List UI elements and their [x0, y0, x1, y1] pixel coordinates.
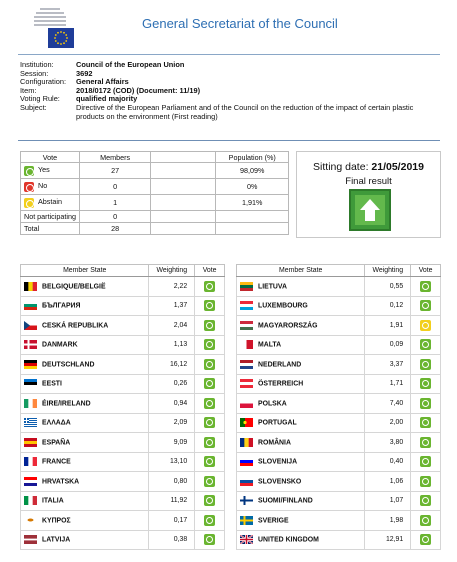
vote-cell: [411, 433, 441, 453]
member-state-cell: [21, 491, 149, 511]
member-state-cell: [21, 355, 149, 375]
member-row: [237, 355, 441, 375]
member-state-cell: [21, 530, 149, 550]
member-row: [21, 413, 225, 433]
member-state-cell: [237, 296, 365, 316]
country-flag-icon: [24, 477, 37, 486]
weighting-value: 3,37: [365, 355, 411, 375]
member-states-table-left: [20, 264, 225, 550]
sitting-date-label: Sitting date:: [313, 161, 369, 173]
weighting-value: 12,91: [365, 530, 411, 550]
vote-cell: [195, 374, 225, 394]
yes-vote-icon: [204, 456, 215, 467]
vote-cell: [195, 452, 225, 472]
weighting-value: 16,12: [149, 355, 195, 375]
vote-cell: [411, 491, 441, 511]
member-row: [21, 374, 225, 394]
info-label: Subject:: [20, 102, 47, 112]
eu-flag-icon: [48, 28, 74, 48]
member-state-name: SLOVENSKO: [258, 478, 302, 486]
vote-cell: [411, 316, 441, 336]
info-divider: [18, 140, 440, 141]
member-row: [21, 296, 225, 316]
header-divider: [18, 54, 440, 55]
member-state-name: MALTA: [258, 341, 282, 349]
weighting-value: 3,80: [365, 433, 411, 453]
yes-vote-icon: [204, 437, 215, 448]
vote-cell: [195, 335, 225, 355]
vote-row-yes: [21, 163, 289, 179]
member-state-cell: [237, 355, 365, 375]
member-state-cell: [237, 472, 365, 492]
info-value: qualified majority: [76, 94, 138, 104]
country-flag-icon: [240, 496, 253, 505]
member-state-name: ROMÂNIA: [258, 439, 291, 447]
member-row: [237, 296, 441, 316]
member-state-header: Member State: [21, 265, 149, 277]
member-row: [237, 413, 441, 433]
member-state-name: HRVATSKA: [42, 478, 80, 486]
yes-vote-icon: [420, 339, 431, 350]
member-row: [237, 335, 441, 355]
country-flag-icon: [24, 360, 37, 369]
info-value: General Affairs: [76, 77, 129, 87]
country-flag-icon: [240, 301, 253, 310]
yes-vote-icon: [420, 515, 431, 526]
country-flag-icon: [240, 399, 253, 408]
member-state-name: БЪЛГАРИЯ: [42, 302, 81, 310]
info-value: Directive of the European Parliament and of the Council on the reduction of the impact of certain plastic products on the environment (First reading): [76, 102, 414, 121]
yes-vote-icon: [420, 359, 431, 370]
member-state-cell: [237, 374, 365, 394]
country-flag-icon: [240, 535, 253, 544]
population-value: 1,91%: [216, 195, 289, 211]
member-row: [21, 394, 225, 414]
member-row: [21, 530, 225, 550]
member-state-cell: [21, 374, 149, 394]
yes-vote-icon: [420, 398, 431, 409]
weighting-value: 9,09: [149, 433, 195, 453]
vote-cell: [195, 394, 225, 414]
member-state-name: DANMARK: [42, 341, 78, 349]
member-state-name: LIETUVA: [258, 283, 287, 291]
country-flag-icon: [240, 438, 253, 447]
yes-vote-icon: [420, 437, 431, 448]
member-state-cell: [237, 413, 365, 433]
member-state-cell: [21, 316, 149, 336]
member-state-cell: [237, 530, 365, 550]
yes-vote-icon: [420, 495, 431, 506]
member-table-header: [237, 265, 441, 277]
member-state-name: SVERIGE: [258, 517, 289, 525]
member-row: [237, 316, 441, 336]
member-state-name: UNITED KINGDOM: [258, 536, 319, 544]
yes-vote-icon: [204, 417, 215, 428]
yes-vote-icon: [204, 320, 215, 331]
yes-vote-icon: [420, 534, 431, 545]
country-flag-icon: [240, 516, 253, 525]
member-state-name: LATVIJA: [42, 536, 71, 544]
yes-vote-icon: [204, 534, 215, 545]
member-state-name: LUXEMBOURG: [258, 302, 308, 310]
member-row: [21, 491, 225, 511]
yes-vote-icon: [204, 300, 215, 311]
member-row: [21, 355, 225, 375]
member-state-name: ESPAÑA: [42, 439, 71, 447]
abstain-vote-icon: [24, 198, 34, 208]
member-row: [237, 530, 441, 550]
weighting-value: 1,07: [365, 491, 411, 511]
vote-header: Vote: [195, 265, 225, 277]
country-flag-icon: [24, 340, 37, 349]
vote-cell: [195, 413, 225, 433]
member-row: [237, 472, 441, 492]
weighting-value: 0,38: [149, 530, 195, 550]
member-row: [237, 374, 441, 394]
weighting-header: Weighting: [365, 265, 411, 277]
vote-cell: [195, 530, 225, 550]
country-flag-icon: [24, 438, 37, 447]
member-row: [21, 452, 225, 472]
blank-cell: [151, 163, 216, 179]
weighting-value: 1,91: [365, 316, 411, 336]
member-state-name: EESTI: [42, 380, 62, 388]
blank-cell: [151, 179, 216, 195]
member-state-name: MAGYARORSZÁG: [258, 322, 318, 330]
country-flag-icon: [24, 399, 37, 408]
country-flag-icon: [24, 301, 37, 310]
council-logo: [20, 4, 76, 50]
member-state-name: SUOMI/FINLAND: [258, 497, 313, 505]
member-state-name: PORTUGAL: [258, 419, 297, 427]
vote-cell: [411, 472, 441, 492]
country-flag-icon: [240, 457, 253, 466]
population-header: Population (%): [216, 152, 289, 163]
member-state-cell: [21, 472, 149, 492]
member-state-cell: [237, 491, 365, 511]
member-row: [21, 277, 225, 297]
vote-row-not-participating: [21, 211, 289, 223]
up-arrow-icon: [349, 189, 391, 231]
weighting-value: 0,40: [365, 452, 411, 472]
sitting-date: [297, 161, 440, 173]
vote-row-total: [21, 223, 289, 235]
sitting-date-value: 21/05/2019: [371, 161, 424, 173]
member-row: [237, 452, 441, 472]
members-value: 27: [79, 163, 150, 179]
vote-info: [20, 61, 440, 121]
weighting-value: 1,13: [149, 335, 195, 355]
weighting-value: 13,10: [149, 452, 195, 472]
weighting-value: 1,71: [365, 374, 411, 394]
country-flag-icon: [240, 379, 253, 388]
member-state-cell: [21, 511, 149, 531]
yes-vote-icon: [420, 417, 431, 428]
member-row: [237, 277, 441, 297]
member-state-name: CESKÁ REPUBLIKA: [42, 322, 109, 330]
weighting-value: 7,40: [365, 394, 411, 414]
member-state-cell: [21, 296, 149, 316]
yes-vote-icon: [204, 398, 215, 409]
info-label: Item:: [20, 85, 37, 95]
info-row: [20, 104, 440, 121]
weighting-value: 1,06: [365, 472, 411, 492]
total-label: Total: [21, 223, 80, 235]
member-state-cell: [237, 335, 365, 355]
member-state-cell: [237, 394, 365, 414]
weighting-value: 2,00: [365, 413, 411, 433]
vote-cell: [411, 394, 441, 414]
country-flag-icon: [24, 516, 37, 525]
country-flag-icon: [24, 535, 37, 544]
population-value: 0%: [216, 179, 289, 195]
weighting-value: 1,37: [149, 296, 195, 316]
country-flag-icon: [240, 477, 253, 486]
weighting-value: 0,09: [365, 335, 411, 355]
member-state-name: ÉIRE/IRELAND: [42, 400, 91, 408]
yes-vote-icon: [204, 476, 215, 487]
member-state-cell: [21, 394, 149, 414]
member-row: [21, 433, 225, 453]
info-label: Session:: [20, 68, 49, 78]
blank-cell: [151, 195, 216, 211]
info-label: Voting Rule:: [20, 94, 60, 104]
member-state-cell: [237, 277, 365, 297]
vote-cell: [195, 316, 225, 336]
member-state-name: ITALIA: [42, 497, 64, 505]
country-flag-icon: [240, 340, 253, 349]
weighting-header: Weighting: [149, 265, 195, 277]
info-label: Configuration:: [20, 77, 67, 87]
members-value: 1: [79, 195, 150, 211]
member-row: [21, 335, 225, 355]
vote-cell: [195, 511, 225, 531]
yes-vote-icon: [420, 378, 431, 389]
vote-row-abstain: [21, 195, 289, 211]
country-flag-icon: [24, 496, 37, 505]
member-row: [21, 316, 225, 336]
blank-cell: [216, 223, 289, 235]
vote-cell: [411, 530, 441, 550]
yes-vote-icon: [204, 495, 215, 506]
vote-cell: [411, 374, 441, 394]
not-participating-label: Not participating: [21, 211, 80, 223]
yes-vote-icon: [204, 339, 215, 350]
vote-summary-table: [20, 151, 289, 235]
yes-vote-icon: [420, 476, 431, 487]
country-flag-icon: [240, 418, 253, 427]
member-state-name: SLOVENIJA: [258, 458, 298, 466]
members-value: 0: [79, 211, 150, 223]
country-flag-icon: [24, 321, 37, 330]
vote-cell: [411, 413, 441, 433]
yes-vote-icon: [204, 378, 215, 389]
yes-vote-icon: [420, 281, 431, 292]
vote-label: No: [38, 181, 48, 191]
vote-row-no: [21, 179, 289, 195]
info-value: 3692: [76, 68, 93, 78]
country-flag-icon: [24, 418, 37, 427]
vote-label-cell: [21, 163, 80, 179]
member-state-name: FRANCE: [42, 458, 71, 466]
info-value: Council of the European Union: [76, 60, 185, 69]
members-value: 28: [79, 223, 150, 235]
vote-cell: [411, 511, 441, 531]
vote-cell: [195, 296, 225, 316]
abstain-vote-icon: [420, 320, 431, 331]
vote-cell: [195, 277, 225, 297]
vote-cell: [195, 433, 225, 453]
member-state-name: POLSKA: [258, 400, 287, 408]
weighting-value: 0,12: [365, 296, 411, 316]
yes-vote-icon: [420, 456, 431, 467]
member-state-name: DEUTSCHLAND: [42, 361, 95, 369]
info-value: 2018/0172 (COD) (Document: 11/19): [76, 85, 201, 95]
country-flag-icon: [24, 379, 37, 388]
final-result-label: Final result: [345, 176, 392, 187]
info-label: Institution:: [20, 60, 54, 69]
vote-cell: [411, 355, 441, 375]
yes-vote-icon: [24, 166, 34, 176]
member-state-name: BELGIQUE/BELGIË: [42, 283, 106, 291]
member-state-cell: [237, 511, 365, 531]
member-row: [237, 491, 441, 511]
country-flag-icon: [240, 321, 253, 330]
vote-cell: [411, 335, 441, 355]
member-state-cell: [21, 413, 149, 433]
member-state-name: ΕΛΛΑΔΑ: [42, 419, 71, 427]
sitting-result-box: [296, 151, 441, 238]
vote-header: Vote: [21, 152, 80, 163]
member-states-table-right: [236, 264, 441, 550]
member-state-name: ÖSTERREICH: [258, 380, 304, 388]
member-row: [237, 433, 441, 453]
member-state-cell: [21, 433, 149, 453]
weighting-value: 2,04: [149, 316, 195, 336]
yes-vote-icon: [204, 281, 215, 292]
weighting-value: 0,17: [149, 511, 195, 531]
page-title: General Secretariat of the Council: [142, 16, 338, 31]
weighting-value: 0,80: [149, 472, 195, 492]
yes-vote-icon: [420, 300, 431, 311]
vote-cell: [411, 452, 441, 472]
vote-label-cell: [21, 195, 80, 211]
yes-vote-icon: [204, 359, 215, 370]
vote-cell: [195, 491, 225, 511]
yes-vote-icon: [204, 515, 215, 526]
member-row: [21, 511, 225, 531]
member-state-name: ΚΥΠΡΟΣ: [42, 517, 71, 525]
member-state-cell: [21, 277, 149, 297]
vote-cell: [411, 296, 441, 316]
vote-label: Abstain: [38, 197, 62, 207]
vote-label-cell: [21, 179, 80, 195]
weighting-value: 1,98: [365, 511, 411, 531]
blank-cell: [151, 211, 216, 223]
member-state-name: NEDERLAND: [258, 361, 302, 369]
weighting-value: 11,92: [149, 491, 195, 511]
weighting-value: 2,09: [149, 413, 195, 433]
population-value: 98,09%: [216, 163, 289, 179]
vote-cell: [195, 355, 225, 375]
vote-cell: [195, 472, 225, 492]
member-state-cell: [237, 433, 365, 453]
country-flag-icon: [24, 282, 37, 291]
member-state-cell: [237, 316, 365, 336]
member-state-cell: [237, 452, 365, 472]
country-flag-icon: [240, 282, 253, 291]
blank-header: [151, 152, 216, 163]
vote-cell: [411, 277, 441, 297]
member-row: [237, 511, 441, 531]
members-header: Members: [79, 152, 150, 163]
member-state-cell: [21, 335, 149, 355]
weighting-value: 2,22: [149, 277, 195, 297]
members-value: 0: [79, 179, 150, 195]
country-flag-icon: [240, 360, 253, 369]
weighting-value: 0,26: [149, 374, 195, 394]
member-row: [21, 472, 225, 492]
vote-header: Vote: [411, 265, 441, 277]
member-state-header: Member State: [237, 265, 365, 277]
vote-label: Yes: [38, 165, 50, 175]
blank-cell: [216, 211, 289, 223]
no-vote-icon: [24, 182, 34, 192]
weighting-value: 0,55: [365, 277, 411, 297]
member-state-cell: [21, 452, 149, 472]
weighting-value: 0,94: [149, 394, 195, 414]
member-row: [237, 394, 441, 414]
country-flag-icon: [24, 457, 37, 466]
blank-cell: [151, 223, 216, 235]
vote-summary-header: [21, 152, 289, 163]
member-table-header: [21, 265, 225, 277]
